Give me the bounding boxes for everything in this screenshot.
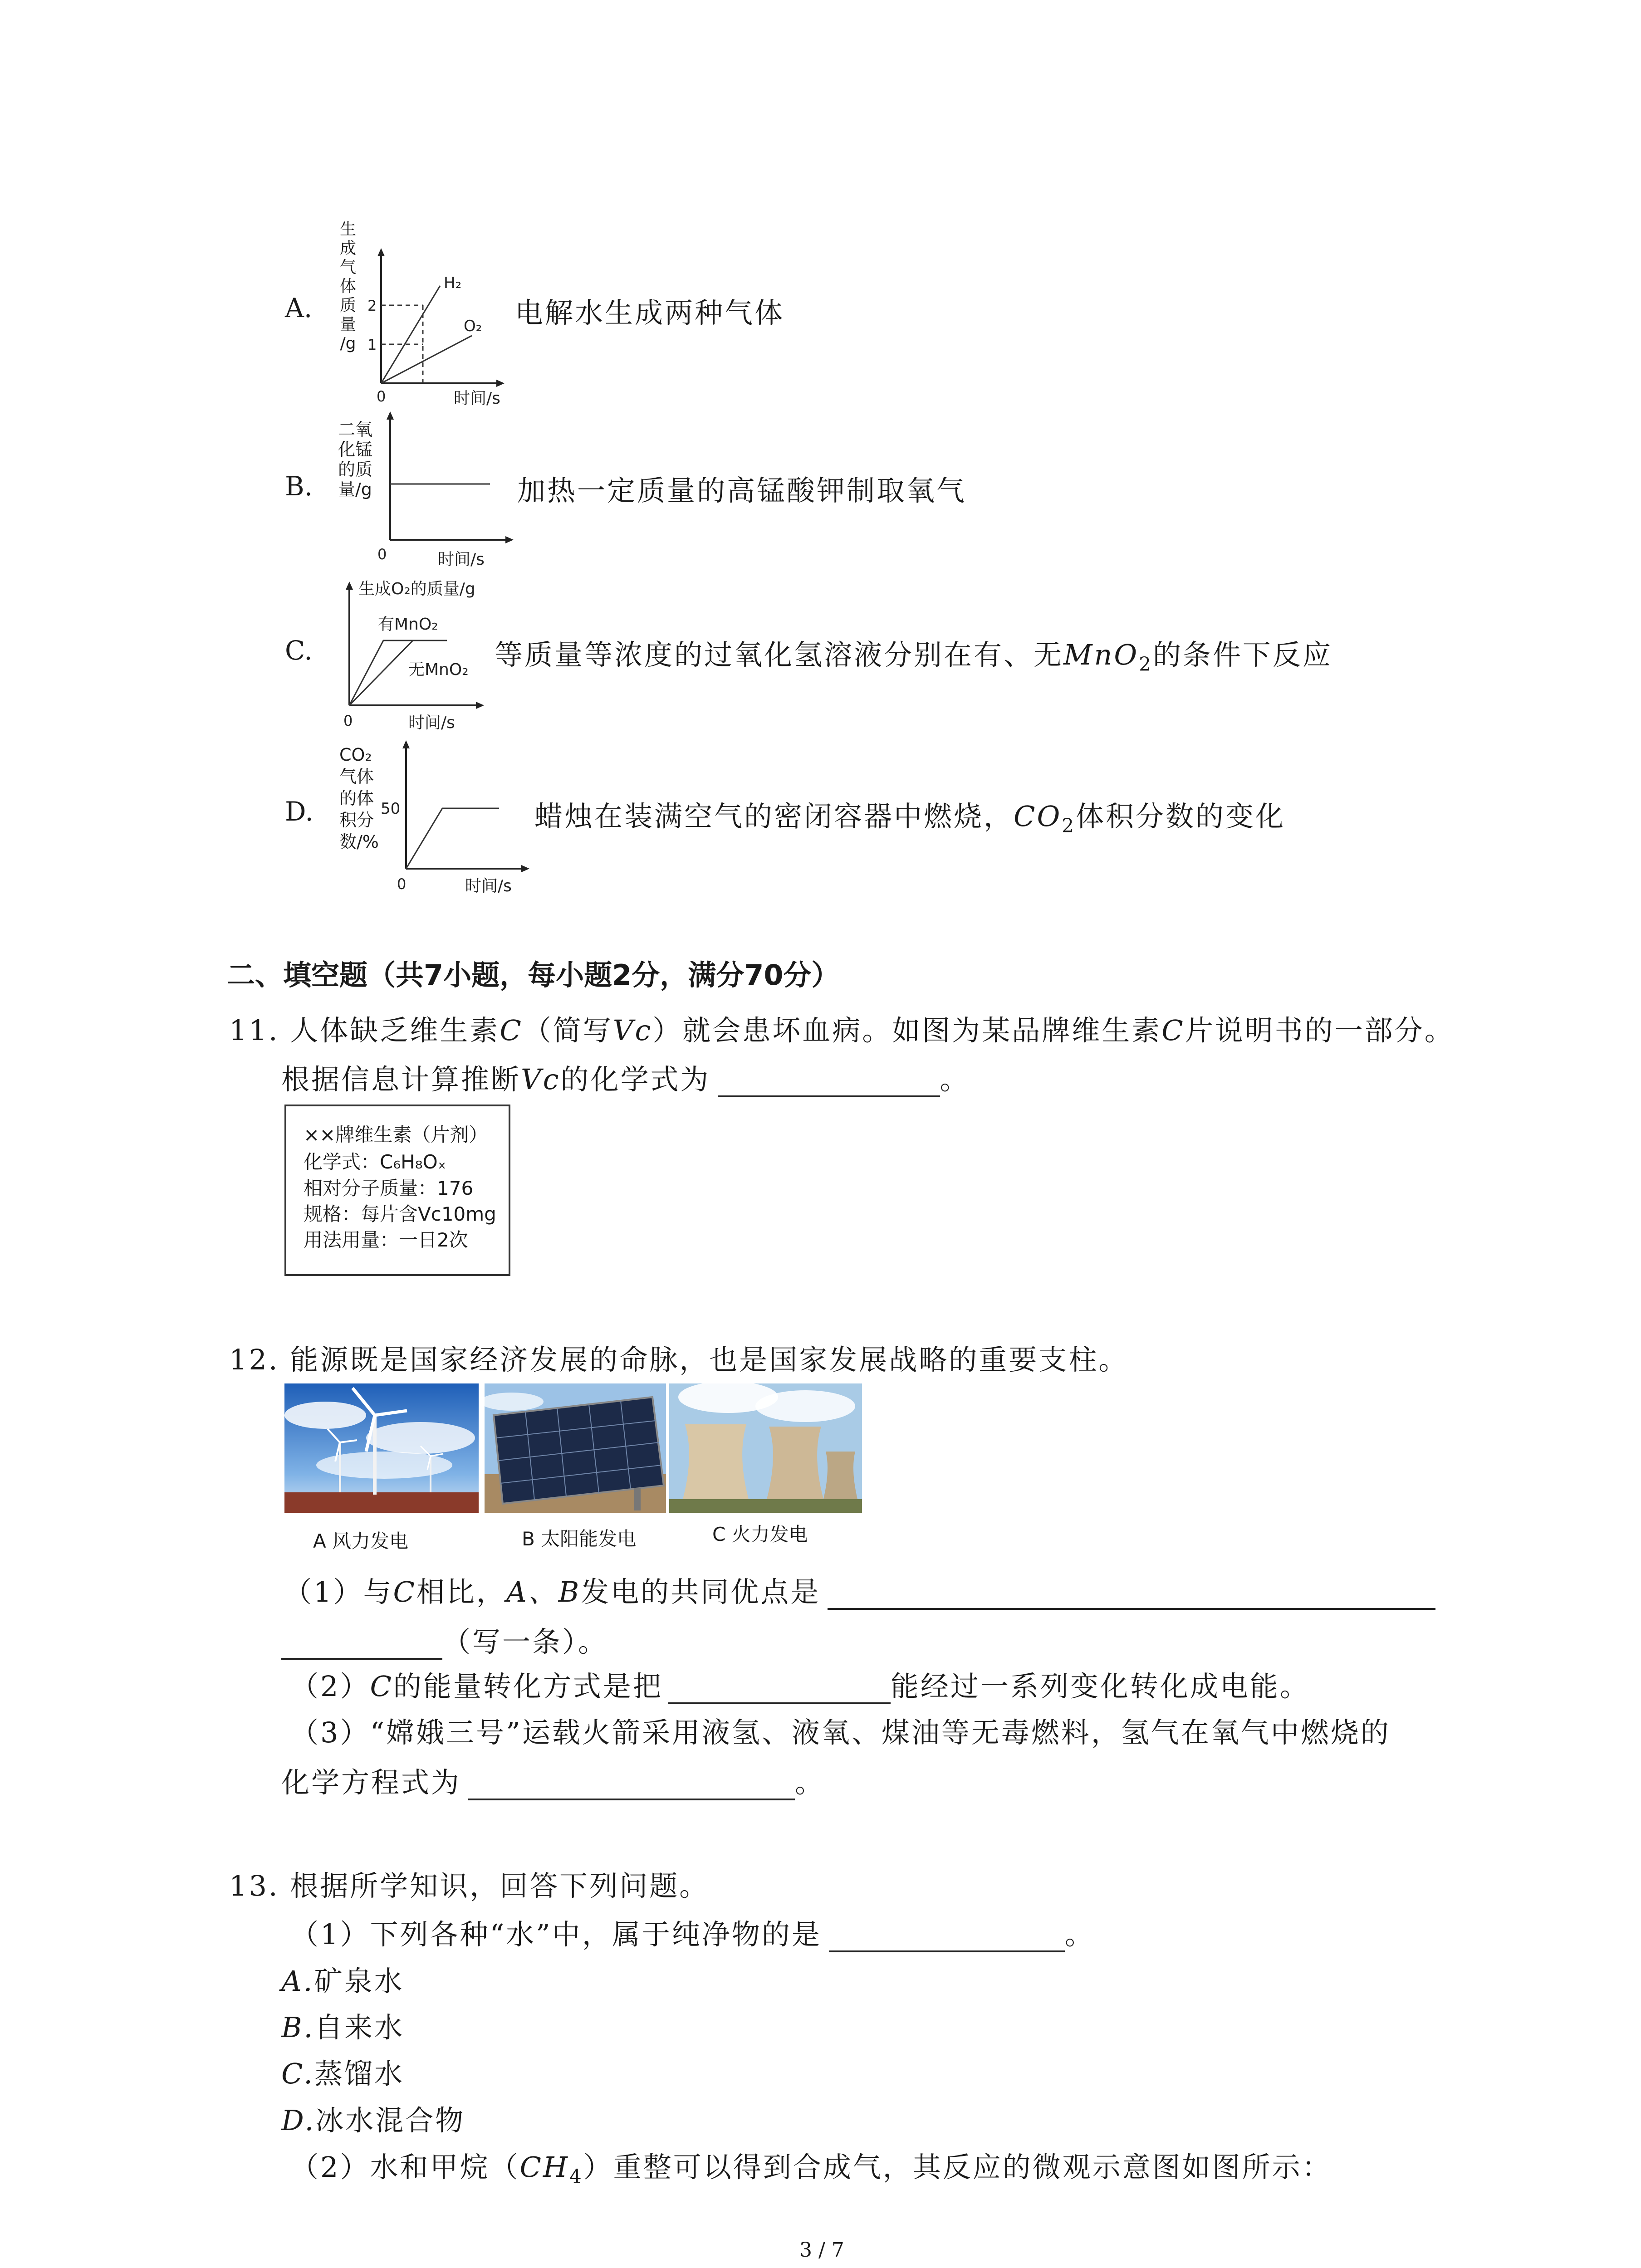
q13-choice-c: C.蒸馏水 (281, 2057, 404, 2090)
q12-part3-line2: 化学方程式为 。 (281, 1760, 825, 1800)
q13-part2: （2）水和甲烷$(CH_4)$重整可以得到合成气，其反应的微观示意图如图所示： (290, 2151, 1332, 2188)
xlabel: 时间/s (465, 877, 512, 895)
q12-part1-line1: （1）与C相比，A、B发电的共同优点是 (284, 1569, 1435, 1610)
series-h2: H₂ (444, 274, 462, 292)
q12-part3-line1: （3）“嫦娥三号”运载火箭采用液氢、液氧、煤油等无毒燃料，氢气在氧气中燃烧的 (290, 1716, 1391, 1749)
label-formula: 化学式：C₆H₈Oₓ (304, 1151, 446, 1173)
q13-choice-b: B.自来水 (281, 2011, 405, 2044)
q12-part1-blank[interactable] (828, 1583, 1435, 1610)
option-c-text: 等质量等浓度的过氧化氢溶液分别在有、无MnO$_2$的条件下反应 (495, 638, 1333, 675)
q13-part1-blank[interactable] (829, 1925, 1065, 1952)
graph-d (379, 739, 533, 898)
q13-choice-d: D.冰水混合物 (281, 2104, 465, 2137)
option-b-letter: B. (285, 471, 313, 502)
label-mass: 相对分子质量：176 (304, 1177, 474, 1199)
xlabel: 时间/s (408, 714, 455, 732)
q13-line1: 13. 根据所学知识，回答下列问题。 (229, 1869, 710, 1902)
origin: 0 (397, 875, 407, 893)
caption-a: A 风力发电 (313, 1530, 409, 1552)
co2-line (406, 808, 499, 869)
origin: 0 (343, 712, 353, 729)
q13-part1: （1）下列各种“水”中，属于纯净物的是 。 (290, 1912, 1095, 1952)
xlabel: 时间/s (438, 550, 485, 569)
q11-line1: 11. 人体缺乏维生素C（简写Vc）就会患坏血病。如图为某品牌维生素C片说明书的一部分。 (229, 1014, 1455, 1047)
origin: 0 (377, 388, 386, 405)
ytitle: 生成O₂的质量/g (358, 580, 475, 598)
graph-a (363, 247, 517, 408)
q12-part1-blank-cont[interactable] (281, 1633, 442, 1660)
thermal-power-photo (669, 1383, 862, 1513)
origin: 0 (377, 546, 387, 563)
h2-line (381, 286, 440, 383)
series-with: 有MnO₂ (378, 615, 438, 634)
label-dosage: 用法用量：一日2次 (304, 1229, 468, 1251)
label-spec: 规格：每片含Vc10mg (304, 1203, 496, 1225)
series-without: 无MnO₂ (408, 660, 469, 679)
xlabel: 时间/s (454, 389, 500, 408)
graph-d-ylabel: CO₂ 气体 的体 积分 数/% (339, 745, 379, 852)
q13-choice-a: A.矿泉水 (281, 1965, 404, 1998)
option-a-text: 电解水生成两种气体 (515, 296, 785, 329)
vitamin-label-box (284, 1105, 510, 1276)
section-title: 二、填空题（共7小题，每小题2分，满分70分） (227, 958, 840, 992)
caption-b: B 太阳能发电 (522, 1528, 637, 1550)
graph-b (372, 411, 522, 576)
option-a-letter: A. (285, 293, 313, 323)
option-d-letter: D. (285, 796, 314, 827)
series-o2: O₂ (464, 317, 482, 335)
q12-part2: （2）C的能量转化方式是把 能经过一系列变化转化成电能。 (290, 1664, 1310, 1704)
wind-power-photo (284, 1383, 479, 1513)
option-d-text: 蜡烛在装满空气的密闭容器中燃烧，$CO_2$体积分数的变化 (534, 800, 1286, 837)
q12-part1-line2: （写一条）。 (281, 1619, 608, 1660)
option-b-text: 加热一定质量的高锰酸钾制取氧气 (517, 474, 967, 507)
option-c-letter: C. (285, 635, 313, 666)
q12-part3-blank[interactable] (468, 1773, 795, 1800)
graph-c (338, 576, 492, 737)
q12-part2-blank[interactable] (668, 1677, 891, 1704)
page-number: 3 / 7 (799, 2239, 844, 2262)
tick-2: 2 (367, 297, 377, 314)
q11-line2: 根据信息计算推断Vc的化学式为 。 (281, 1057, 970, 1097)
tick-1: 1 (367, 336, 377, 353)
solar-power-photo (485, 1383, 666, 1513)
q11-answer-blank[interactable] (718, 1070, 940, 1097)
graph-b-ylabel: 二氧 化锰 的质 量/g (338, 420, 373, 499)
graph-a-ylabel: 生 成 气 体 质 量 /g (339, 220, 356, 353)
tick-50: 50 (381, 800, 401, 818)
caption-c: C 火力发电 (712, 1523, 808, 1545)
q12-line1: 12. 能源既是国家经济发展的命脉，也是国家发展战略的重要支柱。 (229, 1343, 1129, 1376)
label-title: ××牌维生素（片剂） (304, 1124, 488, 1146)
